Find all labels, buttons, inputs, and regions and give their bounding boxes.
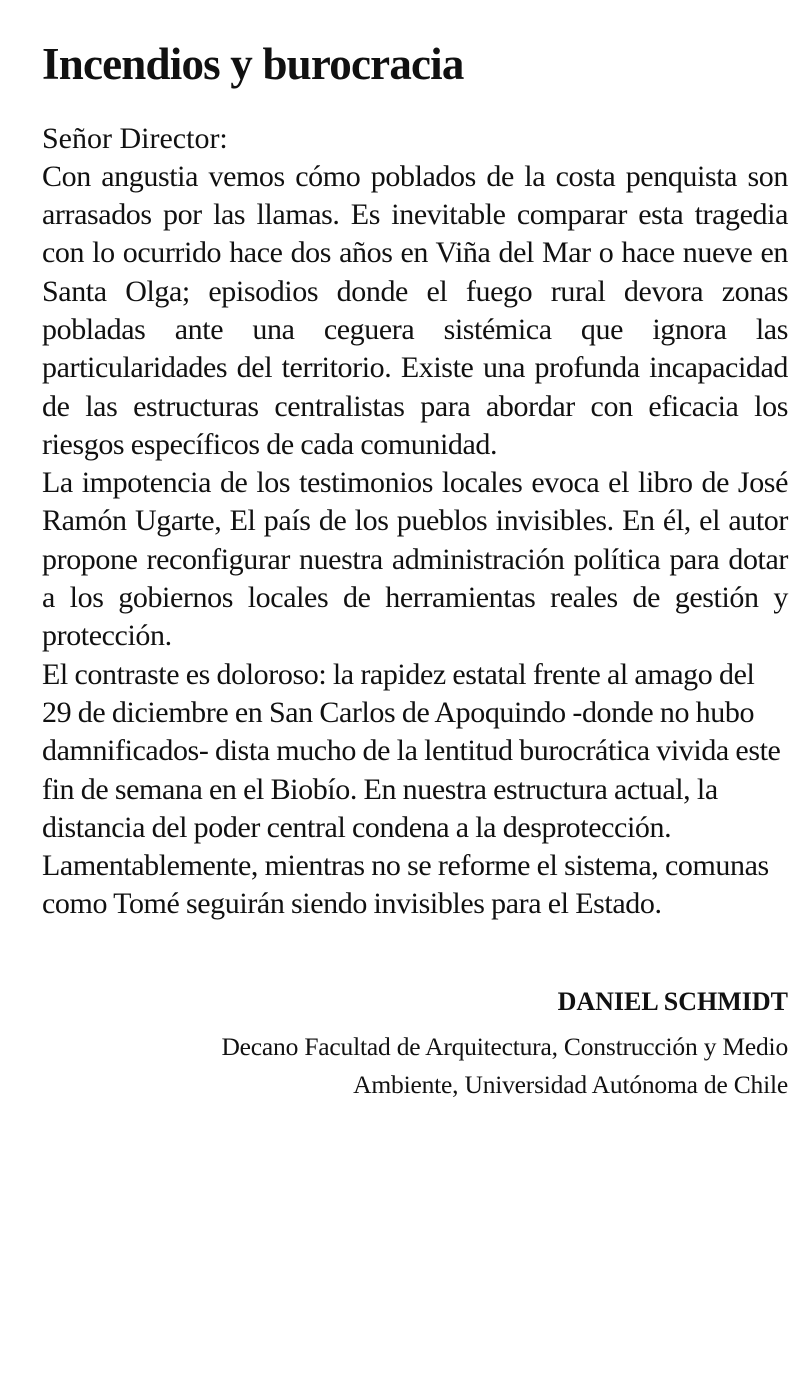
affiliation-line-2: Ambiente, Universidad Autónoma de Chile	[353, 1070, 788, 1100]
signature-block	[42, 984, 788, 1104]
letter-body	[42, 120, 788, 924]
paragraph-3: El contraste es doloroso: la rapidez estatal frente al amago del 29 de diciembre en San Carlos de Apoquindo -donde no hubo damnificados- dista mucho de la lentitud burocrática vivida este fin de semana en el Biobío. En nuestra estructura actual, la distancia del poder central condena a la desprotección. Lamentablemente, mientras no se reforme el sistema, comunas como Tomé seguirán siendo invisibles para el Estado.	[42, 657, 781, 921]
headline: Incendios y burocracia	[42, 39, 464, 89]
affiliation-line-1: Decano Facultad de Arquitectura, Construcción y Medio	[221, 1032, 788, 1062]
salutation: Señor Director:	[42, 121, 228, 155]
author-name: DANIEL SCHMIDT	[557, 986, 788, 1016]
paragraph-1: Con angustia vemos cómo poblados de la costa penquista son arrasados por las llamas. Es inevitable comparar esta tragedia con lo ocurrido hace dos años en Viña del Mar o hace nueve en Santa Olga; episodios donde el fuego rural devora zonas pobladas ante una ceguera sistémica que ignora las particularidades del territorio. Existe una profunda incapacidad de las estructuras centralistas para abordar con eficacia los riesgos específicos de cada comunidad.	[42, 159, 788, 461]
paragraph-2: La impotencia de los testimonios locales evoca el libro de José Ramón Ugarte, El país de los pueblos invisibles. En él, el autor propone reconfigurar nuestra administración política para dotar a los gobiernos locales de herramientas reales de gestión y protección.	[42, 466, 788, 653]
author-affiliation	[42, 1028, 788, 1104]
